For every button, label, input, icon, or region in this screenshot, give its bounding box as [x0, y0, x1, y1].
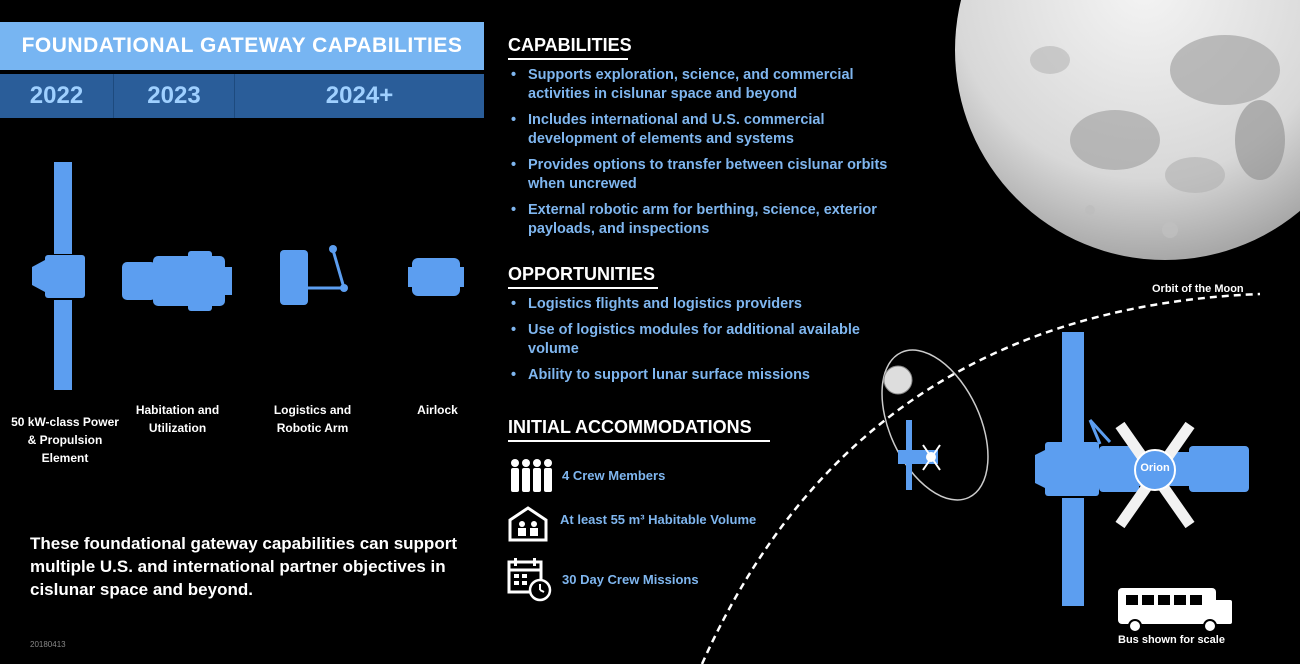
module-label-logistics: Logistics and Robotic Arm: [273, 403, 352, 435]
small-moon-icon: [884, 366, 912, 394]
accommodations-section: [508, 417, 808, 442]
module-label-power: 50 kW-class Power & Propulsion Element: [11, 415, 119, 465]
gateway-modules-illustration: [0, 150, 490, 400]
orion-label: Orion: [1140, 462, 1170, 474]
capabilities-list: [508, 66, 888, 239]
crew-members-text: 4 Crew Members: [562, 468, 666, 483]
module-label-habitation: Habitation and Utilization: [135, 403, 220, 435]
habitable-volume-text: At least 55 m³ Habitable Volume: [560, 512, 757, 527]
document-date: 20180413: [30, 640, 66, 649]
list-item: • Use of logistics modules for additional available volume: [508, 321, 888, 359]
list-item: • Logistics flights and logistics providers: [508, 295, 888, 314]
module-label-airlock: Airlock: [417, 403, 458, 417]
power-propulsion-module-icon: [32, 162, 85, 390]
capabilities-section: [508, 35, 888, 246]
accommodations-heading: INITIAL ACCOMMODATIONS: [508, 417, 770, 442]
crew-missions-text: 30 Day Crew Missions: [562, 572, 699, 587]
year-2022: 2022: [0, 74, 114, 118]
opportunities-heading: OPPORTUNITIES: [508, 264, 658, 289]
crew-icon: [508, 458, 554, 499]
capabilities-heading: CAPABILITIES: [508, 35, 628, 60]
orbit-label: Orbit of the Moon: [1152, 283, 1244, 295]
year-2024-plus: 2024+: [325, 82, 394, 109]
year-2023: 2023: [114, 74, 235, 118]
moon-image: [940, 0, 1300, 270]
opportunities-section: [508, 264, 888, 392]
calendar-clock-icon: [506, 556, 552, 607]
bus-scale-label: Bus shown for scale: [1118, 634, 1225, 646]
airlock-icon: [408, 258, 464, 296]
list-item: • Provides options to transfer between cislunar orbits when uncrewed: [508, 156, 888, 194]
habitable-volume-icon: [508, 506, 548, 547]
bus-icon: [1118, 588, 1232, 632]
logistics-robotic-arm-icon: [280, 245, 348, 305]
list-item: • Includes international and U.S. commercial development of elements and systems: [508, 111, 888, 149]
opportunities-list: [508, 295, 888, 385]
list-item: • External robotic arm for berthing, science, exterior payloads, and inspections: [508, 201, 888, 239]
list-item: • Ability to support lunar surface missions: [508, 366, 888, 385]
summary-text: These foundational gateway capabilities can support multiple U.S. and international partner objectives in cislunar space and beyond.: [30, 534, 457, 599]
habitation-module-icon: [122, 251, 232, 311]
year-bar: [0, 74, 484, 118]
list-item: • Supports exploration, science, and commercial activities in cislunar space and beyond: [508, 66, 888, 104]
page-title: FOUNDATIONAL GATEWAY CAPABILITIES: [21, 34, 463, 57]
